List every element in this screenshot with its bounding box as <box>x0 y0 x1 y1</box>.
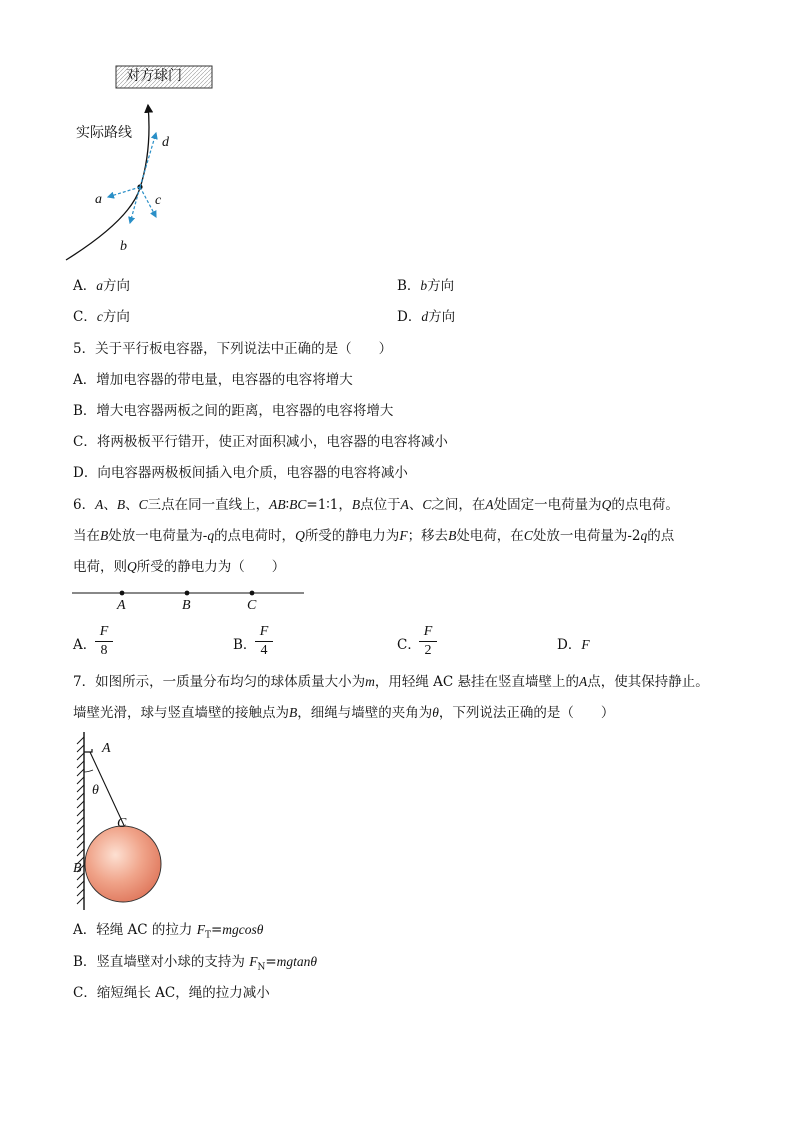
q6-stem-line3: 电荷，则Q所受的静电力为（ ） <box>73 559 286 575</box>
wall-hatching <box>77 737 84 904</box>
q7-option-c: C．缩短绳长 AC，绳的拉力减小 <box>73 985 270 1001</box>
q7-label-b: B <box>73 861 82 876</box>
q6-label-a: A <box>117 598 126 613</box>
arrow-c <box>140 187 156 217</box>
goal-box-label: 对方球门 <box>126 68 182 84</box>
arrow-a <box>108 187 140 197</box>
q6-option-d: D．F <box>557 637 590 653</box>
q6-label-b: B <box>182 598 191 613</box>
label-a: a <box>95 192 102 207</box>
q6-point-a <box>120 591 125 596</box>
q6-option-a-fraction: F 8 <box>95 624 113 659</box>
q6-point-b <box>185 591 190 596</box>
q6-label-c: C <box>247 598 257 613</box>
q4-option-a: A．a方向 <box>73 278 130 294</box>
q7-stem-line2: 墙壁光滑，球与竖直墙壁的接触点为B，细绳与墙壁的夹角为θ，下列说法正确的是（ ） <box>73 705 615 721</box>
q6-option-b-prefix: B． <box>233 637 257 653</box>
label-c: c <box>155 193 162 208</box>
q7-label-theta: θ <box>92 783 99 798</box>
q7-option-b: B．竖直墙壁对小球的支持为 $F_N=mgtan\theta$ <box>73 954 318 973</box>
q6-point-c <box>250 591 255 596</box>
q5-option-d: D．向电容器两极板间插入电介质，电容器的电容将减小 <box>73 465 408 481</box>
q6-option-b-fraction: F 4 <box>255 624 273 659</box>
q4-option-d: D．d方向 <box>397 309 456 325</box>
q5-option-c: C．将两极板平行错开，使正对面积减小，电容器的电容将减小 <box>73 434 448 450</box>
q6-option-a-prefix: A． <box>73 637 97 653</box>
q7-wall-ball-figure <box>72 730 182 915</box>
path-label: 实际路线 <box>76 125 132 141</box>
q7-label-a: A <box>102 741 111 756</box>
q4-option-c: C．c方向 <box>73 309 130 325</box>
ball <box>85 826 161 902</box>
q7-label-c: C <box>117 816 127 831</box>
q5-stem: 5．关于平行板电容器，下列说法中正确的是（ ） <box>73 341 393 357</box>
goal-path-figure <box>60 60 230 270</box>
q6-stem-line2: 当在B处放一电荷量为-q的点电荷时，Q所受的静电力为F；移去B处电荷，在C处放一电荷量为-2q的点 <box>73 528 675 544</box>
hook-a <box>84 749 92 752</box>
q6-option-c-fraction: F 2 <box>419 624 437 659</box>
q7-option-a: A．轻绳 AC 的拉力 $F_T=mgcos\theta$ <box>73 922 264 941</box>
label-d: d <box>162 135 169 150</box>
q6-stem-line1: 6．A、B、C三点在同一直线上，AB∶BC=1∶1，B点位于A、C之间，在A处固定一电荷量为Q的点电荷。 <box>73 497 679 513</box>
q5-option-a: A．增加电容器的带电量，电容器的电容将增大 <box>73 372 353 388</box>
q6-option-c-prefix: C． <box>397 637 421 653</box>
angle-arc <box>84 770 93 772</box>
q7-stem-line1: 7．如图所示，一质量分布均匀的球体质量大小为m，用轻绳 AC 悬挂在竖直墙壁上的A点，使其保持静止。 <box>73 674 709 690</box>
q5-option-b: B．增大电容器两板之间的距离，电容器的电容将增大 <box>73 403 394 419</box>
label-b: b <box>120 239 127 254</box>
q4-option-b: B．b方向 <box>397 278 455 294</box>
